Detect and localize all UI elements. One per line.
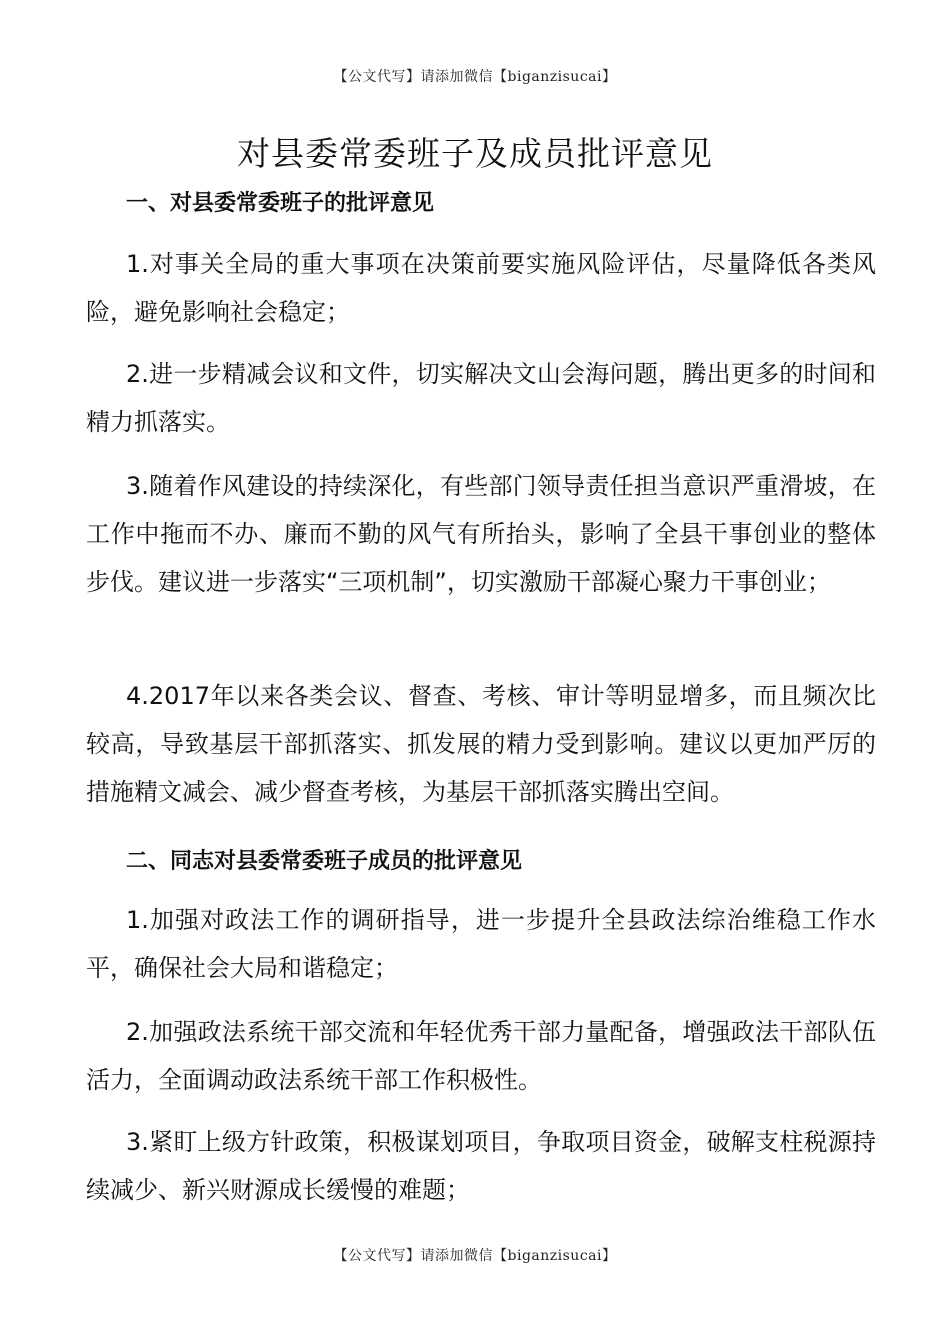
section1-item-2: 2.进一步精减会议和文件，切实解决文山会海问题，腾出更多的时间和精力抓落实。 xyxy=(86,360,876,436)
footer-watermark-note: 【公文代写】请添加微信【biganzisucai】 xyxy=(333,1248,617,1264)
section1-item-1: 1.对事关全局的重大事项在决策前要实施风险评估，尽量降低各类风险，避免影响社会稳定； xyxy=(86,250,876,326)
section1-item-4: 4.2017年以来各类会议、督查、考核、审计等明显增多，而且频次比较高，导致基层干部抓落实、抓发展的精力受到影响。建议以更加严厉的措施精文减会、减少督查考核，为基层干部抓落实腾出空间。 xyxy=(86,682,876,806)
section2-item-3: 3.紧盯上级方针政策，积极谋划项目，争取项目资金，破解支柱税源持续减少、新兴财源成长缓慢的难题； xyxy=(86,1128,876,1204)
section1-item-3: 3.随着作风建设的持续深化，有些部门领导责任担当意识严重滑坡，在工作中拖而不办、廉而不勤的风气有所抬头，影响了全县干事创业的整体步伐。建议进一步落实“三项机制”，切实激励干部凝心聚力干事创业； xyxy=(86,472,876,596)
section-heading-1: 一、对县委常委班子的批评意见 xyxy=(126,191,435,216)
section2-item-2: 2.加强政法系统干部交流和年轻优秀干部力量配备，增强政法干部队伍活力，全面调动政法系统干部工作积极性。 xyxy=(86,1018,876,1094)
document-title: 对县委常委班子及成员批评意见 xyxy=(237,134,713,173)
section-heading-2: 二、同志对县委常委班子成员的批评意见 xyxy=(126,849,523,874)
header-watermark-note: 【公文代写】请添加微信【biganzisucai】 xyxy=(333,69,617,85)
section2-item-1: 1.加强对政法工作的调研指导，进一步提升全县政法综治维稳工作水平，确保社会大局和谐稳定； xyxy=(86,906,876,982)
